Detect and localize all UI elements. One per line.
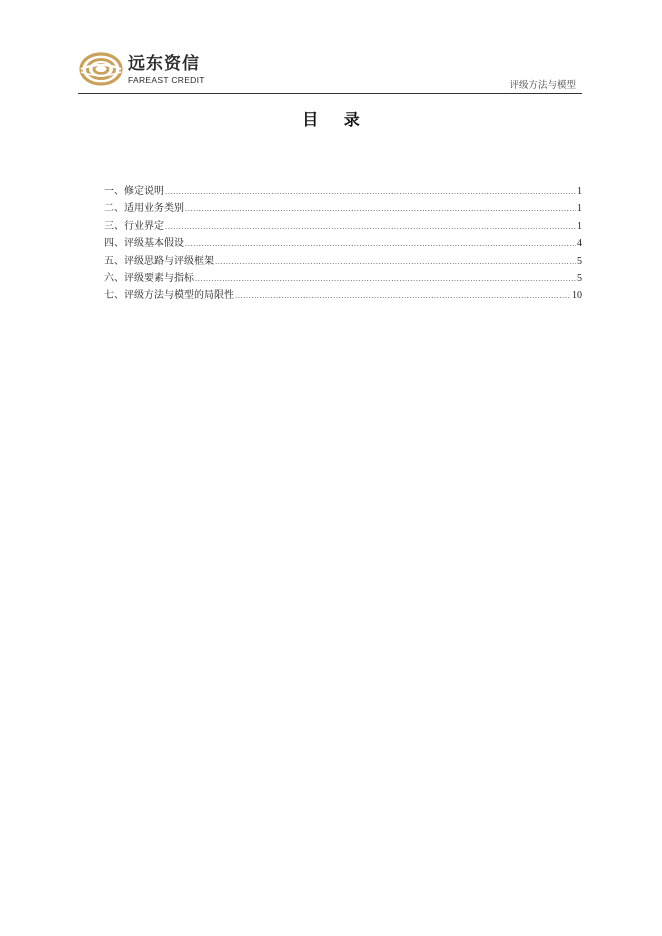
toc-leader-dots — [235, 288, 571, 305]
table-of-contents — [104, 183, 582, 305]
toc-entry[interactable] — [104, 200, 582, 217]
toc-page-number: 1 — [577, 186, 582, 197]
toc-entry-label: 四、评级基本假设 — [104, 238, 184, 250]
toc-entry-label: 一、修定说明 — [104, 186, 164, 197]
fareast-credit-logo-icon — [78, 48, 124, 90]
toc-leader-dots — [215, 254, 576, 271]
logo-chinese-name: 远东资信 — [128, 53, 200, 74]
company-logo — [78, 48, 205, 90]
toc-entry[interactable] — [104, 287, 582, 304]
toc-entry[interactable] — [104, 270, 582, 287]
toc-leader-dots — [165, 184, 576, 201]
toc-leader-dots — [185, 201, 576, 218]
page-header — [78, 46, 582, 94]
logo-wordmark — [128, 54, 205, 85]
toc-entry[interactable] — [104, 183, 582, 200]
toc-entry-label: 五、评级思路与评级框架 — [104, 255, 214, 267]
header-document-type: 评级方法与模型 — [509, 80, 576, 91]
logo-english-name: FAREAST CREDIT — [128, 74, 205, 85]
toc-leader-dots — [165, 219, 576, 236]
toc-page-number: 10 — [572, 290, 582, 302]
toc-page-number: 4 — [577, 238, 582, 250]
toc-entry-label: 七、评级方法与模型的局限性 — [104, 290, 234, 302]
toc-entry-label: 二、适用业务类别 — [104, 203, 184, 215]
toc-entry[interactable] — [104, 218, 582, 235]
toc-page-number: 1 — [577, 203, 582, 215]
toc-page-number: 5 — [577, 272, 582, 284]
toc-leader-dots — [195, 271, 576, 288]
toc-entry-label: 三、行业界定 — [104, 220, 164, 232]
toc-page-number: 5 — [577, 255, 582, 267]
toc-leader-dots — [185, 236, 576, 253]
toc-entry[interactable] — [104, 235, 582, 252]
toc-entry[interactable] — [104, 253, 582, 270]
page-title: 目 录 — [302, 110, 370, 129]
toc-entry-label: 六、评级要素与指标 — [104, 272, 194, 284]
toc-page-number: 1 — [577, 220, 582, 232]
header-divider — [78, 93, 582, 94]
